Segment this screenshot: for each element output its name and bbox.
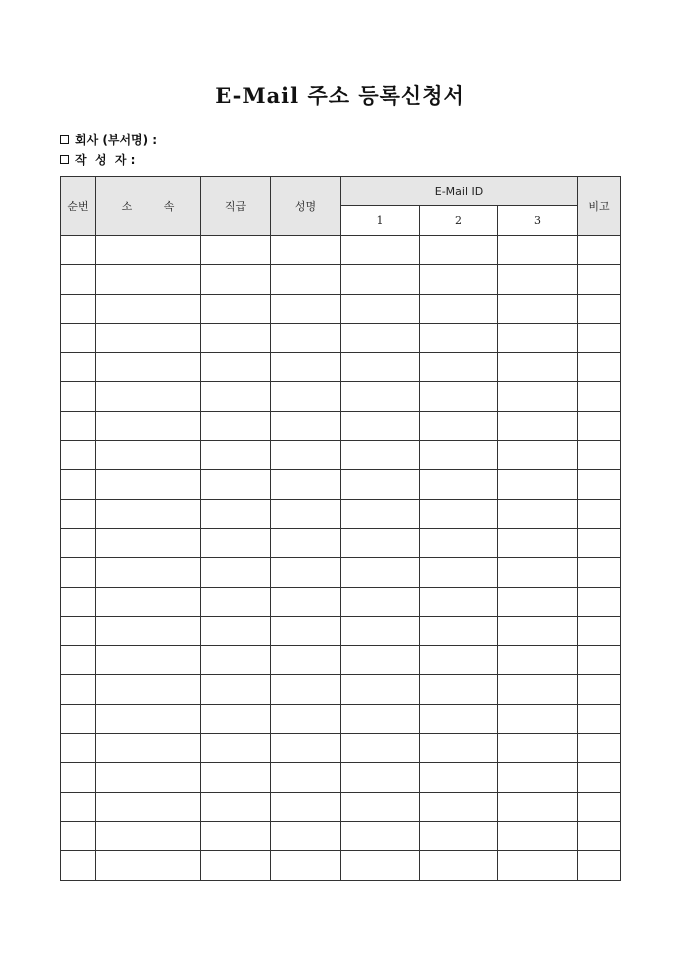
email-3-cell[interactable] (498, 528, 578, 557)
email-3-cell[interactable] (498, 499, 578, 528)
name-cell[interactable] (271, 528, 341, 557)
email-3-cell[interactable] (498, 792, 578, 821)
email-1-cell[interactable] (341, 353, 420, 382)
email-2-cell[interactable] (420, 323, 498, 352)
rank-cell[interactable] (201, 587, 271, 616)
email-3-cell[interactable] (498, 265, 578, 294)
affiliation-cell[interactable] (96, 587, 201, 616)
name-cell[interactable] (271, 675, 341, 704)
email-2-cell[interactable] (420, 763, 498, 792)
affiliation-cell[interactable] (96, 470, 201, 499)
company-field (60, 131, 157, 148)
no-cell[interactable] (61, 470, 96, 499)
remarks-cell[interactable] (578, 704, 621, 733)
email-2-cell[interactable] (420, 265, 498, 294)
rank-cell[interactable] (201, 382, 271, 411)
header-affiliation-label: 소 속 (121, 200, 189, 213)
header-email-2: 2 (420, 206, 498, 236)
email-2-cell[interactable] (420, 294, 498, 323)
email-2-cell[interactable] (420, 236, 498, 265)
email-1-cell[interactable] (341, 558, 420, 587)
name-cell[interactable] (271, 382, 341, 411)
affiliation-cell[interactable] (96, 441, 201, 470)
rank-cell[interactable] (201, 792, 271, 821)
remarks-cell[interactable] (578, 470, 621, 499)
author-field (60, 151, 135, 168)
no-cell[interactable] (61, 704, 96, 733)
email-2-cell[interactable] (420, 441, 498, 470)
email-1-cell[interactable] (341, 675, 420, 704)
no-cell[interactable] (61, 734, 96, 763)
name-cell[interactable] (271, 704, 341, 733)
name-cell[interactable] (271, 323, 341, 352)
no-cell[interactable] (61, 763, 96, 792)
remarks-cell[interactable] (578, 763, 621, 792)
email-3-cell[interactable] (498, 646, 578, 675)
rank-cell[interactable] (201, 763, 271, 792)
remarks-cell[interactable] (578, 734, 621, 763)
table-row (61, 646, 621, 675)
email-3-cell[interactable] (498, 704, 578, 733)
email-1-cell[interactable] (341, 323, 420, 352)
table-header (61, 177, 621, 236)
email-1-cell[interactable] (341, 382, 420, 411)
email-1-cell[interactable] (341, 236, 420, 265)
name-cell[interactable] (271, 294, 341, 323)
affiliation-cell[interactable] (96, 294, 201, 323)
email-2-cell[interactable] (420, 616, 498, 645)
remarks-cell[interactable] (578, 528, 621, 557)
rank-cell[interactable] (201, 675, 271, 704)
header-affiliation (96, 177, 201, 236)
rank-cell[interactable] (201, 353, 271, 382)
name-cell[interactable] (271, 265, 341, 294)
table-row (61, 763, 621, 792)
table-row (61, 675, 621, 704)
rank-cell[interactable] (201, 851, 271, 880)
table-row (61, 528, 621, 557)
email-3-cell[interactable] (498, 323, 578, 352)
header-email-1: 1 (341, 206, 420, 236)
no-cell[interactable] (61, 294, 96, 323)
email-2-cell[interactable] (420, 470, 498, 499)
email-1-cell[interactable] (341, 646, 420, 675)
affiliation-cell[interactable] (96, 616, 201, 645)
affiliation-cell[interactable] (96, 236, 201, 265)
author-label: 작 성 자 : (75, 153, 136, 167)
email-1-cell[interactable] (341, 265, 420, 294)
affiliation-cell[interactable] (96, 382, 201, 411)
no-cell[interactable] (61, 411, 96, 440)
affiliation-cell[interactable] (96, 763, 201, 792)
company-label: 회사 (부서명) : (75, 133, 158, 147)
name-cell[interactable] (271, 851, 341, 880)
affiliation-cell[interactable] (96, 265, 201, 294)
affiliation-cell[interactable] (96, 558, 201, 587)
email-2-cell[interactable] (420, 499, 498, 528)
email-1-cell[interactable] (341, 851, 420, 880)
no-cell[interactable] (61, 323, 96, 352)
page-title: E-Mail 주소 등록신청서 (215, 83, 465, 108)
table-row (61, 236, 621, 265)
no-cell[interactable] (61, 646, 96, 675)
email-2-cell[interactable] (420, 675, 498, 704)
table-row (61, 851, 621, 880)
name-cell[interactable] (271, 587, 341, 616)
header-rank: 직급 (201, 177, 271, 236)
remarks-cell[interactable] (578, 587, 621, 616)
table-row (61, 558, 621, 587)
table-row (61, 792, 621, 821)
remarks-cell[interactable] (578, 265, 621, 294)
rank-cell[interactable] (201, 323, 271, 352)
affiliation-cell[interactable] (96, 499, 201, 528)
name-cell[interactable] (271, 236, 341, 265)
no-cell[interactable] (61, 499, 96, 528)
email-2-cell[interactable] (420, 851, 498, 880)
name-cell[interactable] (271, 558, 341, 587)
name-cell[interactable] (271, 734, 341, 763)
table-row (61, 294, 621, 323)
rank-cell[interactable] (201, 499, 271, 528)
rank-cell[interactable] (201, 265, 271, 294)
remarks-cell[interactable] (578, 675, 621, 704)
affiliation-cell[interactable] (96, 353, 201, 382)
header-remarks: 비고 (578, 177, 621, 236)
name-cell[interactable] (271, 470, 341, 499)
affiliation-cell[interactable] (96, 675, 201, 704)
email-3-cell[interactable] (498, 470, 578, 499)
email-3-cell[interactable] (498, 734, 578, 763)
checkbox-icon (60, 155, 69, 164)
rank-cell[interactable] (201, 558, 271, 587)
email-2-cell[interactable] (420, 734, 498, 763)
rank-cell[interactable] (201, 441, 271, 470)
remarks-cell[interactable] (578, 411, 621, 440)
email-2-cell[interactable] (420, 792, 498, 821)
affiliation-cell[interactable] (96, 411, 201, 440)
email-2-cell[interactable] (420, 558, 498, 587)
remarks-cell[interactable] (578, 646, 621, 675)
rank-cell[interactable] (201, 294, 271, 323)
name-cell[interactable] (271, 616, 341, 645)
email-1-cell[interactable] (341, 470, 420, 499)
affiliation-cell[interactable] (96, 851, 201, 880)
remarks-cell[interactable] (578, 382, 621, 411)
email-3-cell[interactable] (498, 821, 578, 850)
no-cell[interactable] (61, 792, 96, 821)
no-cell[interactable] (61, 441, 96, 470)
name-cell[interactable] (271, 499, 341, 528)
name-cell[interactable] (271, 763, 341, 792)
email-3-cell[interactable] (498, 587, 578, 616)
name-cell[interactable] (271, 792, 341, 821)
email-1-cell[interactable] (341, 792, 420, 821)
rank-cell[interactable] (201, 704, 271, 733)
name-cell[interactable] (271, 353, 341, 382)
no-cell[interactable] (61, 528, 96, 557)
no-cell[interactable] (61, 616, 96, 645)
email-1-cell[interactable] (341, 411, 420, 440)
checkbox-icon (60, 135, 69, 144)
no-cell[interactable] (61, 558, 96, 587)
email-2-cell[interactable] (420, 353, 498, 382)
table-row (61, 441, 621, 470)
table-row (61, 734, 621, 763)
rank-cell[interactable] (201, 616, 271, 645)
no-cell[interactable] (61, 236, 96, 265)
rank-cell[interactable] (201, 411, 271, 440)
remarks-cell[interactable] (578, 851, 621, 880)
table-row (61, 499, 621, 528)
registration-table (60, 176, 621, 881)
email-3-cell[interactable] (498, 236, 578, 265)
remarks-cell[interactable] (578, 499, 621, 528)
name-cell[interactable] (271, 646, 341, 675)
no-cell[interactable] (61, 265, 96, 294)
email-1-cell[interactable] (341, 499, 420, 528)
name-cell[interactable] (271, 441, 341, 470)
email-3-cell[interactable] (498, 353, 578, 382)
header-email-group: E-Mail ID (341, 177, 578, 206)
affiliation-cell[interactable] (96, 792, 201, 821)
rank-cell[interactable] (201, 821, 271, 850)
name-cell[interactable] (271, 821, 341, 850)
table-row (61, 470, 621, 499)
remarks-cell[interactable] (578, 323, 621, 352)
header-name: 성명 (271, 177, 341, 236)
email-1-cell[interactable] (341, 734, 420, 763)
table-row (61, 616, 621, 645)
email-2-cell[interactable] (420, 646, 498, 675)
no-cell[interactable] (61, 851, 96, 880)
email-3-cell[interactable] (498, 382, 578, 411)
email-1-cell[interactable] (341, 528, 420, 557)
affiliation-cell[interactable] (96, 323, 201, 352)
name-cell[interactable] (271, 411, 341, 440)
email-3-cell[interactable] (498, 763, 578, 792)
remarks-cell[interactable] (578, 821, 621, 850)
email-3-cell[interactable] (498, 616, 578, 645)
no-cell[interactable] (61, 821, 96, 850)
remarks-cell[interactable] (578, 616, 621, 645)
affiliation-cell[interactable] (96, 528, 201, 557)
email-3-cell[interactable] (498, 411, 578, 440)
remarks-cell[interactable] (578, 236, 621, 265)
email-1-cell[interactable] (341, 704, 420, 733)
email-1-cell[interactable] (341, 821, 420, 850)
table-row (61, 587, 621, 616)
email-2-cell[interactable] (420, 704, 498, 733)
email-1-cell[interactable] (341, 763, 420, 792)
email-3-cell[interactable] (498, 675, 578, 704)
email-3-cell[interactable] (498, 851, 578, 880)
email-3-cell[interactable] (498, 294, 578, 323)
table-row (61, 323, 621, 352)
rank-cell[interactable] (201, 646, 271, 675)
email-3-cell[interactable] (498, 441, 578, 470)
email-2-cell[interactable] (420, 382, 498, 411)
table-row (61, 353, 621, 382)
email-3-cell[interactable] (498, 558, 578, 587)
rank-cell[interactable] (201, 734, 271, 763)
no-cell[interactable] (61, 675, 96, 704)
header-no: 순번 (61, 177, 96, 236)
email-2-cell[interactable] (420, 587, 498, 616)
affiliation-cell[interactable] (96, 734, 201, 763)
no-cell[interactable] (61, 587, 96, 616)
rank-cell[interactable] (201, 470, 271, 499)
no-cell[interactable] (61, 382, 96, 411)
email-2-cell[interactable] (420, 411, 498, 440)
remarks-cell[interactable] (578, 558, 621, 587)
table-row (61, 411, 621, 440)
table-body (61, 236, 621, 881)
email-1-cell[interactable] (341, 294, 420, 323)
affiliation-cell[interactable] (96, 646, 201, 675)
email-2-cell[interactable] (420, 528, 498, 557)
remarks-cell[interactable] (578, 792, 621, 821)
table-row (61, 382, 621, 411)
rank-cell[interactable] (201, 528, 271, 557)
table-row (61, 265, 621, 294)
no-cell[interactable] (61, 353, 96, 382)
remarks-cell[interactable] (578, 294, 621, 323)
email-1-cell[interactable] (341, 616, 420, 645)
affiliation-cell[interactable] (96, 821, 201, 850)
header-email-3: 3 (498, 206, 578, 236)
remarks-cell[interactable] (578, 353, 621, 382)
rank-cell[interactable] (201, 236, 271, 265)
table-row (61, 821, 621, 850)
remarks-cell[interactable] (578, 441, 621, 470)
email-2-cell[interactable] (420, 821, 498, 850)
email-1-cell[interactable] (341, 587, 420, 616)
table-row (61, 704, 621, 733)
email-1-cell[interactable] (341, 441, 420, 470)
affiliation-cell[interactable] (96, 704, 201, 733)
